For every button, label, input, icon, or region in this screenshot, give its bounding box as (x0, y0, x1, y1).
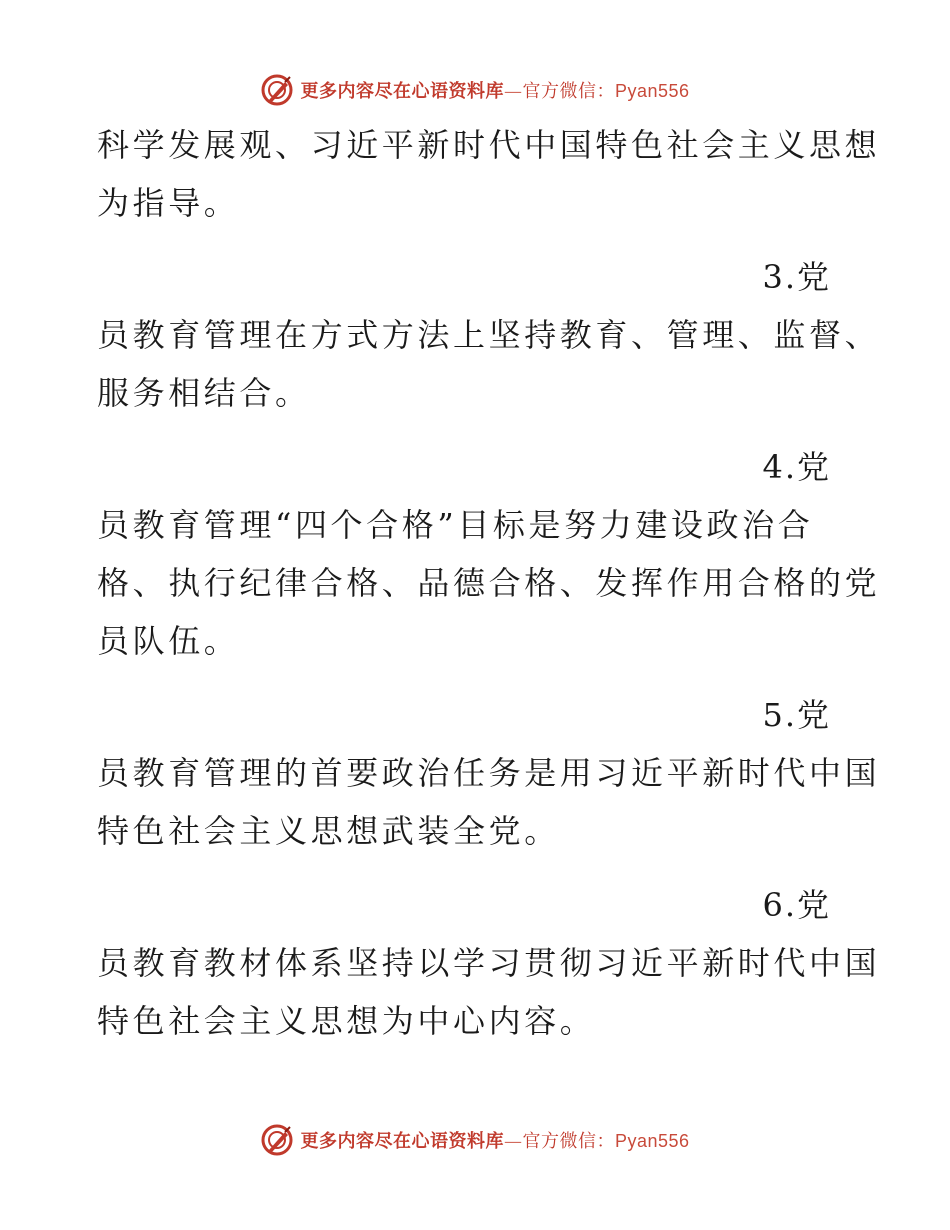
paragraph-3 (97, 438, 881, 670)
text-line: 员教育教材体系坚持以学习贯彻习近平新时代中国 (97, 944, 881, 982)
paragraph-5 (97, 876, 881, 1050)
watermark-dash: — (503, 1131, 523, 1152)
text-line: 特色社会主义思想武装全党。 (97, 812, 560, 850)
document-body (97, 116, 881, 1050)
footer-watermark (0, 1120, 950, 1160)
paragraph-1 (97, 116, 881, 232)
text-line: 格、执行纪律合格、品德合格、发挥作用合格的党 (97, 564, 881, 602)
watermark-text (300, 1127, 689, 1153)
paragraph-4 (97, 686, 881, 860)
text-line: 科学发展观、习近平新时代中国特色社会主义思想 (97, 126, 881, 164)
item-number: 3.党 (762, 258, 831, 296)
watermark-main: 更多内容尽在心语资料库 (300, 1131, 504, 1152)
header-watermark (0, 70, 950, 110)
logo-icon (260, 73, 294, 107)
watermark-main: 更多内容尽在心语资料库 (300, 81, 504, 102)
text-line: 员教育管理“四个合格”目标是努力建设政治合 (97, 506, 814, 544)
text-line: 员队伍。 (97, 622, 240, 660)
watermark-dash: — (503, 81, 523, 102)
item-number: 4.党 (762, 448, 831, 486)
logo-icon (260, 1123, 294, 1157)
text-line: 特色社会主义思想为中心内容。 (97, 1002, 596, 1040)
item-number: 5.党 (762, 696, 831, 734)
watermark-wechat-id: Pyan556 (614, 1131, 690, 1151)
watermark-wechat-id: Pyan556 (614, 81, 690, 101)
text-line: 员教育管理在方式方法上坚持教育、管理、监督、 (97, 316, 881, 354)
watermark-wechat-label: 官方微信： (522, 1131, 615, 1152)
paragraph-2 (97, 248, 881, 422)
text-line: 服务相结合。 (97, 374, 311, 412)
text-line: 员教育管理的首要政治任务是用习近平新时代中国 (97, 754, 881, 792)
watermark-text (300, 77, 689, 103)
text-line: 为指导。 (97, 184, 240, 222)
watermark-wechat-label: 官方微信： (522, 81, 615, 102)
item-number: 6.党 (762, 886, 831, 924)
